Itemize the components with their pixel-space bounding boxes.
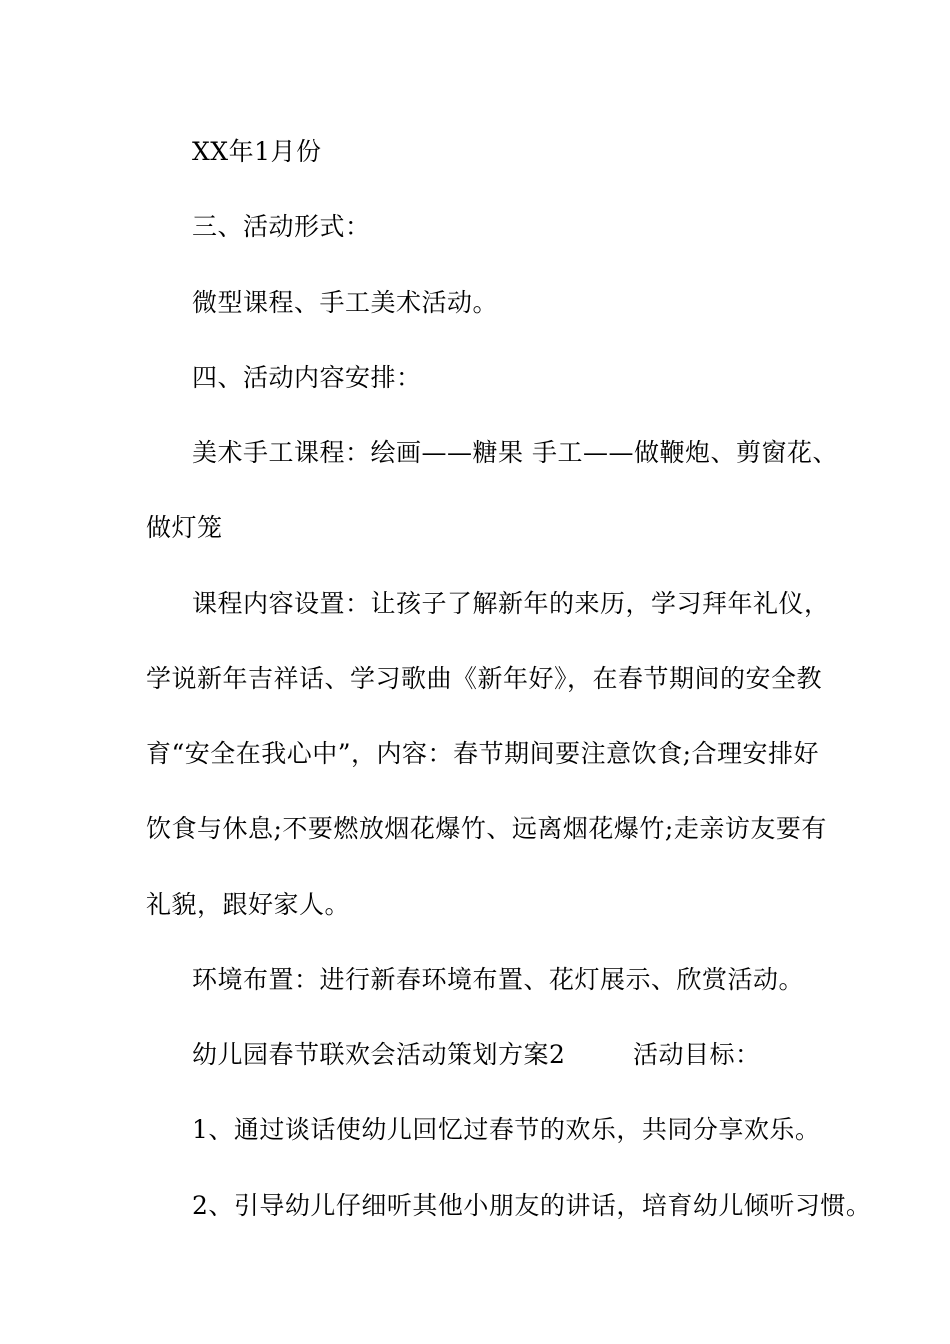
section-heading-activity-content: 四、活动内容安排： bbox=[192, 363, 422, 392]
paragraph-art-course-line-1: 美术手工课程：绘画——糖果 手工——做鞭炮、剪窗花、 bbox=[192, 438, 838, 467]
plan-title-and-goals: 幼儿园春节联欢会活动策划方案2 活动目标： bbox=[192, 1040, 761, 1069]
section-heading-activity-form: 三、活动形式： bbox=[192, 212, 371, 241]
paragraph-environment: 环境布置：进行新春环境布置、花灯展示、欣赏活动。 bbox=[192, 965, 805, 994]
date-line: XX年1月份 bbox=[192, 137, 322, 166]
paragraph-course-content-line-2: 学说新年吉祥话、学习歌曲《新年好》，在春节期间的安全教 bbox=[146, 664, 823, 693]
paragraph-course-content-line-3: 育“安全在我心中”，内容：春节期间要注意饮食;合理安排好 bbox=[146, 739, 819, 768]
paragraph-course-content-line-4: 饮食与休息;不要燃放烟花爆竹、远离烟花爆竹;走亲访友要有 bbox=[146, 814, 827, 843]
paragraph-course-content-line-1: 课程内容设置：让孩子了解新年的来历，学习拜年礼仪， bbox=[192, 589, 830, 618]
paragraph-art-course-line-2: 做灯笼 bbox=[146, 513, 223, 542]
goal-item-1: 1、通过谈话使幼儿回忆过春节的欢乐，共同分享欢乐。 bbox=[192, 1115, 821, 1144]
paragraph-course-content-line-5: 礼貌，跟好家人。 bbox=[146, 890, 351, 919]
paragraph-activity-form: 微型课程、手工美术活动。 bbox=[192, 288, 499, 317]
goal-item-2: 2、引导幼儿仔细听其他小朋友的讲话，培育幼儿倾听习惯。 bbox=[192, 1191, 872, 1220]
